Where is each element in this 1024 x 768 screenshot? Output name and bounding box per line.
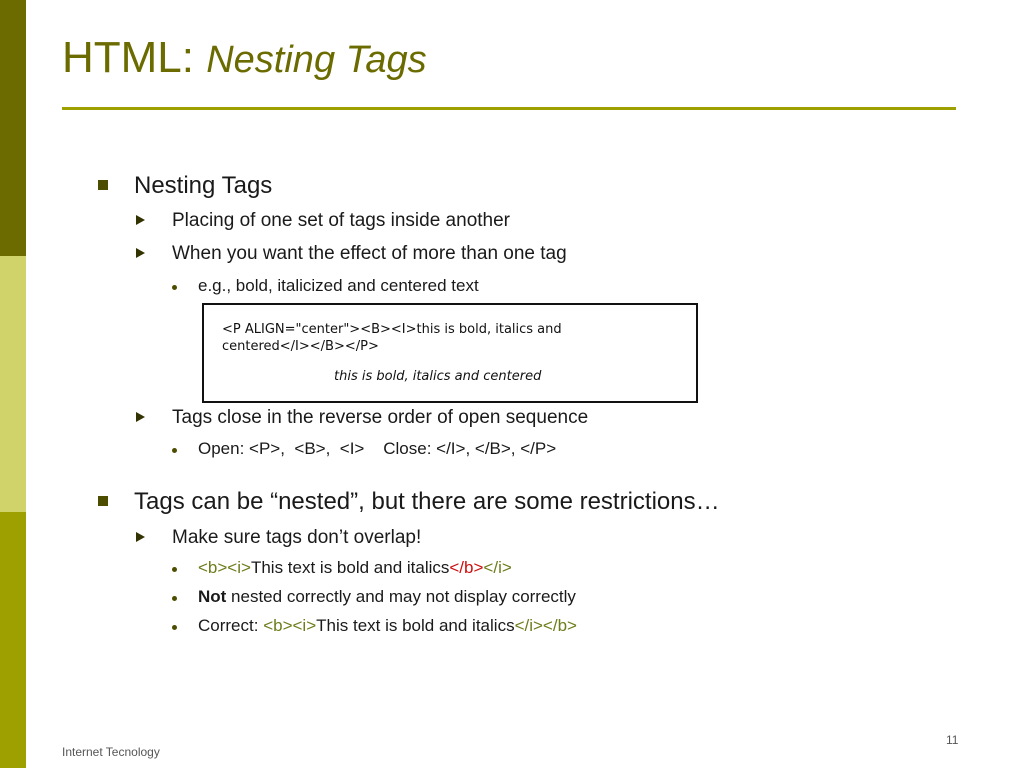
dot-bullet-icon	[172, 448, 177, 453]
bullet-text: Nesting Tags	[134, 172, 273, 199]
tag-close-b: </b>	[449, 558, 484, 577]
footer-text: Internet Tecnology	[62, 745, 160, 759]
tag-close-i: </i>	[483, 558, 512, 577]
dot-bullet-text	[198, 616, 577, 636]
dot-bullet-text	[198, 587, 576, 607]
correct-label: Correct:	[198, 616, 264, 635]
not-rest: nested correctly and may not display correctly	[226, 587, 576, 606]
arrow-bullet-icon	[136, 412, 145, 422]
tag-close-b: </b>	[542, 616, 577, 635]
dot-bullet-icon	[172, 625, 177, 630]
dot-bullet-text: e.g., bold, italicized and centered text	[198, 276, 479, 295]
arrow-bullet-icon	[136, 532, 145, 542]
code-line-2: centered</I></B></P>	[222, 339, 379, 354]
dot-bullet-icon	[172, 285, 177, 290]
title-plain: HTML:	[62, 33, 194, 82]
example-text: This text is bold and italics	[250, 558, 450, 577]
sub-bullet-text: Placing of one set of tags inside another	[172, 210, 511, 231]
dot-bullet-icon	[172, 596, 177, 601]
code-render-result: this is bold, italics and centered	[334, 369, 542, 384]
code-example-box	[202, 303, 698, 403]
tag-open: <b><i>	[263, 616, 317, 635]
sub-bullet-text: When you want the effect of more than one tag	[172, 243, 567, 264]
bullet-text: Tags can be “nested”, but there are some restrictions…	[134, 488, 720, 515]
dot-bullet-text	[198, 558, 512, 578]
slide-title	[62, 33, 427, 82]
code-line-1: <P ALIGN="center"><B><I>this is bold, italics and	[222, 322, 562, 337]
tag-close-i: </i>	[514, 616, 543, 635]
arrow-bullet-icon	[136, 248, 145, 258]
sub-bullet-text: Tags close in the reverse order of open sequence	[172, 407, 589, 428]
dot-bullet-text: Open: <P>, <B>, <I> Close: </I>, </B>, </P>	[198, 439, 557, 458]
tag-open: <b><i>	[198, 558, 251, 577]
title-divider	[62, 107, 956, 110]
square-bullet-icon	[98, 180, 108, 190]
side-bar-bottom	[0, 512, 26, 768]
side-bar-top	[0, 0, 26, 256]
arrow-bullet-icon	[136, 215, 145, 225]
square-bullet-icon	[98, 496, 108, 506]
not-word: Not	[198, 587, 227, 606]
example-text: This text is bold and italics	[316, 616, 515, 635]
title-italic: Nesting Tags	[206, 39, 427, 81]
page-number: 11	[946, 733, 959, 747]
dot-bullet-icon	[172, 567, 177, 572]
sub-bullet-text: Make sure tags don’t overlap!	[172, 527, 422, 548]
side-bar-middle	[0, 256, 26, 512]
